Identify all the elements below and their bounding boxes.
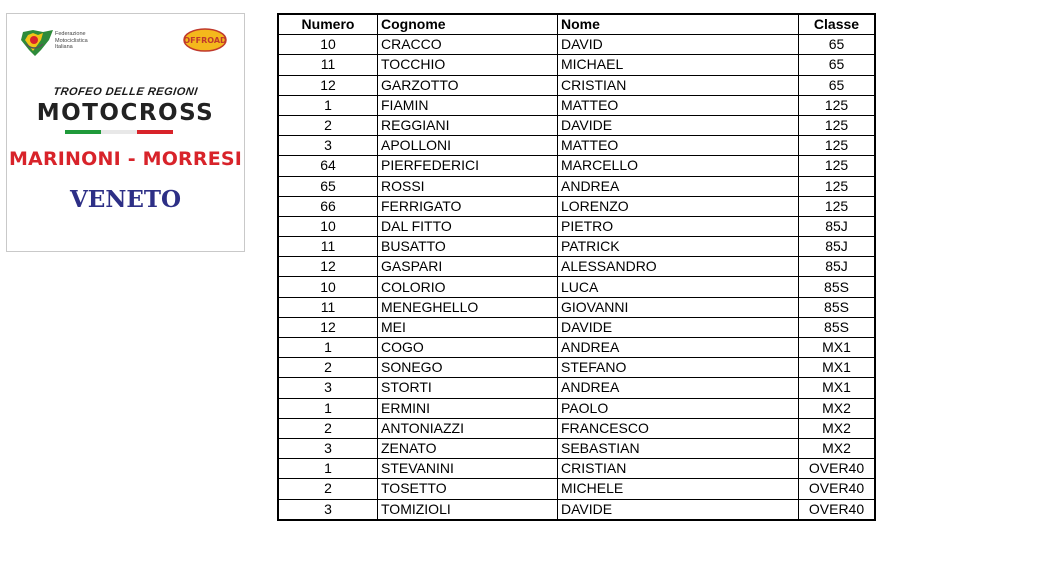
table-row bbox=[278, 398, 875, 418]
region-name: VENETO bbox=[69, 186, 182, 213]
table-row bbox=[278, 317, 875, 337]
cell-numero: 1 bbox=[278, 459, 378, 479]
cell-cognome: SONEGO bbox=[378, 358, 558, 378]
cell-nome: ANDREA bbox=[558, 176, 799, 196]
cell-numero: 10 bbox=[278, 35, 378, 55]
cell-cognome: TOCCHIO bbox=[378, 55, 558, 75]
cell-classe: 85S bbox=[799, 277, 876, 297]
cell-numero: 2 bbox=[278, 418, 378, 438]
cell-nome: STEFANO bbox=[558, 358, 799, 378]
cell-cognome: CRACCO bbox=[378, 35, 558, 55]
cell-numero: 11 bbox=[278, 55, 378, 75]
cell-numero: 65 bbox=[278, 176, 378, 196]
cell-numero: 64 bbox=[278, 156, 378, 176]
cell-numero: 2 bbox=[278, 479, 378, 499]
fmi-line: Motociclistica bbox=[55, 37, 88, 44]
cell-numero: 3 bbox=[278, 136, 378, 156]
cell-cognome: ZENATO bbox=[378, 438, 558, 458]
table-row bbox=[278, 438, 875, 458]
cell-cognome: GARZOTTO bbox=[378, 75, 558, 95]
cell-cognome: COLORIO bbox=[378, 277, 558, 297]
cell-classe: 125 bbox=[799, 176, 876, 196]
cell-numero: 2 bbox=[278, 115, 378, 135]
table-row bbox=[278, 237, 875, 257]
cell-nome: MATTEO bbox=[558, 95, 799, 115]
cell-cognome: MEI bbox=[378, 317, 558, 337]
cell-numero: 10 bbox=[278, 277, 378, 297]
cell-cognome: GASPARI bbox=[378, 257, 558, 277]
table-row bbox=[278, 459, 875, 479]
cell-classe: MX1 bbox=[799, 378, 876, 398]
cell-nome: DAVIDE bbox=[558, 115, 799, 135]
table-row bbox=[278, 257, 875, 277]
table-header-row bbox=[278, 14, 875, 35]
cell-numero: 12 bbox=[278, 257, 378, 277]
cell-cognome: STEVANINI bbox=[378, 459, 558, 479]
table-row bbox=[278, 136, 875, 156]
cell-classe: 85S bbox=[799, 297, 876, 317]
cell-nome: DAVID bbox=[558, 35, 799, 55]
cell-classe: 85J bbox=[799, 257, 876, 277]
riders-table bbox=[277, 13, 876, 521]
cell-cognome: FERRIGATO bbox=[378, 196, 558, 216]
header-nome: Nome bbox=[558, 14, 799, 35]
fmi-caption bbox=[55, 31, 95, 51]
cell-cognome: BUSATTO bbox=[378, 237, 558, 257]
cell-nome: DAVIDE bbox=[558, 499, 799, 520]
cell-numero: 3 bbox=[278, 499, 378, 520]
cell-cognome: TOSETTO bbox=[378, 479, 558, 499]
cell-nome: CRISTIAN bbox=[558, 459, 799, 479]
cell-nome: SEBASTIAN bbox=[558, 438, 799, 458]
cell-nome: FRANCESCO bbox=[558, 418, 799, 438]
cell-classe: 125 bbox=[799, 156, 876, 176]
cell-numero: 1 bbox=[278, 398, 378, 418]
cell-numero: 1 bbox=[278, 338, 378, 358]
table-row bbox=[278, 216, 875, 236]
fmi-line: Italiana bbox=[55, 44, 73, 50]
cell-classe: MX2 bbox=[799, 398, 876, 418]
sponsor-name: MARINONI - MORRESI bbox=[8, 148, 243, 170]
table-row bbox=[278, 55, 875, 75]
table-row bbox=[278, 297, 875, 317]
table-row bbox=[278, 156, 875, 176]
cell-classe: MX2 bbox=[799, 418, 876, 438]
cell-nome: PIETRO bbox=[558, 216, 799, 236]
table-row bbox=[278, 95, 875, 115]
cell-numero: 11 bbox=[278, 297, 378, 317]
cell-nome: CRISTIAN bbox=[558, 75, 799, 95]
cell-classe: MX1 bbox=[799, 338, 876, 358]
offroad-logo bbox=[183, 28, 227, 52]
cell-nome: PAOLO bbox=[558, 398, 799, 418]
cell-numero: 3 bbox=[278, 378, 378, 398]
table-row bbox=[278, 479, 875, 499]
cell-classe: 85S bbox=[799, 317, 876, 337]
header-numero: Numero bbox=[278, 14, 378, 35]
cell-nome: LUCA bbox=[558, 277, 799, 297]
italian-flag-stripe bbox=[65, 130, 173, 134]
cell-numero: 66 bbox=[278, 196, 378, 216]
header-cognome: Cognome bbox=[378, 14, 558, 35]
cell-classe: MX2 bbox=[799, 438, 876, 458]
event-title: MOTOCROSS bbox=[36, 100, 215, 126]
cell-cognome: ERMINI bbox=[378, 398, 558, 418]
cell-classe: OVER40 bbox=[799, 499, 876, 520]
cell-cognome: PIERFEDERICI bbox=[378, 156, 558, 176]
table-row bbox=[278, 418, 875, 438]
cell-cognome: FIAMIN bbox=[378, 95, 558, 115]
cell-nome: ALESSANDRO bbox=[558, 257, 799, 277]
cell-classe: OVER40 bbox=[799, 459, 876, 479]
cell-nome: LORENZO bbox=[558, 196, 799, 216]
cell-nome: ANDREA bbox=[558, 378, 799, 398]
cell-classe: 125 bbox=[799, 115, 876, 135]
cell-cognome: STORTI bbox=[378, 378, 558, 398]
cell-nome: MATTEO bbox=[558, 136, 799, 156]
cell-cognome: ANTONIAZZI bbox=[378, 418, 558, 438]
header-classe: Classe bbox=[799, 14, 876, 35]
cell-numero: 1 bbox=[278, 95, 378, 115]
table-row bbox=[278, 358, 875, 378]
cell-numero: 12 bbox=[278, 317, 378, 337]
cell-classe: 125 bbox=[799, 95, 876, 115]
cell-classe: 65 bbox=[799, 35, 876, 55]
cell-nome: ANDREA bbox=[558, 338, 799, 358]
event-subtitle: TROFEO DELLE REGIONI bbox=[52, 86, 199, 98]
cell-classe: 85J bbox=[799, 237, 876, 257]
cell-numero: 10 bbox=[278, 216, 378, 236]
cell-numero: 2 bbox=[278, 358, 378, 378]
event-poster bbox=[6, 13, 245, 252]
cell-nome: GIOVANNI bbox=[558, 297, 799, 317]
cell-nome: PATRICK bbox=[558, 237, 799, 257]
table-row bbox=[278, 75, 875, 95]
table-row bbox=[278, 35, 875, 55]
fmi-line: Federazione bbox=[55, 31, 86, 37]
cell-classe: OVER40 bbox=[799, 479, 876, 499]
cell-cognome: MENEGHELLO bbox=[378, 297, 558, 317]
cell-nome: MICHELE bbox=[558, 479, 799, 499]
cell-classe: 125 bbox=[799, 136, 876, 156]
cell-classe: 65 bbox=[799, 75, 876, 95]
cell-nome: DAVIDE bbox=[558, 317, 799, 337]
table-row bbox=[278, 277, 875, 297]
cell-numero: 3 bbox=[278, 438, 378, 458]
cell-cognome: ROSSI bbox=[378, 176, 558, 196]
cell-classe: 125 bbox=[799, 196, 876, 216]
cell-classe: 65 bbox=[799, 55, 876, 75]
cell-classe: 85J bbox=[799, 216, 876, 236]
cell-cognome: DAL FITTO bbox=[378, 216, 558, 236]
table-row bbox=[278, 115, 875, 135]
cell-cognome: TOMIZIOLI bbox=[378, 499, 558, 520]
cell-numero: 12 bbox=[278, 75, 378, 95]
table-row bbox=[278, 196, 875, 216]
table-body bbox=[278, 35, 875, 520]
cell-classe: MX1 bbox=[799, 358, 876, 378]
table-row bbox=[278, 378, 875, 398]
cell-nome: MICHAEL bbox=[558, 55, 799, 75]
cell-cognome: APOLLONI bbox=[378, 136, 558, 156]
table-row bbox=[278, 499, 875, 520]
cell-cognome: COGO bbox=[378, 338, 558, 358]
cell-numero: 11 bbox=[278, 237, 378, 257]
offroad-logo-text: OFFROAD bbox=[183, 36, 227, 45]
table-row bbox=[278, 338, 875, 358]
cell-nome: MARCELLO bbox=[558, 156, 799, 176]
cell-cognome: REGGIANI bbox=[378, 115, 558, 135]
table-row bbox=[278, 176, 875, 196]
